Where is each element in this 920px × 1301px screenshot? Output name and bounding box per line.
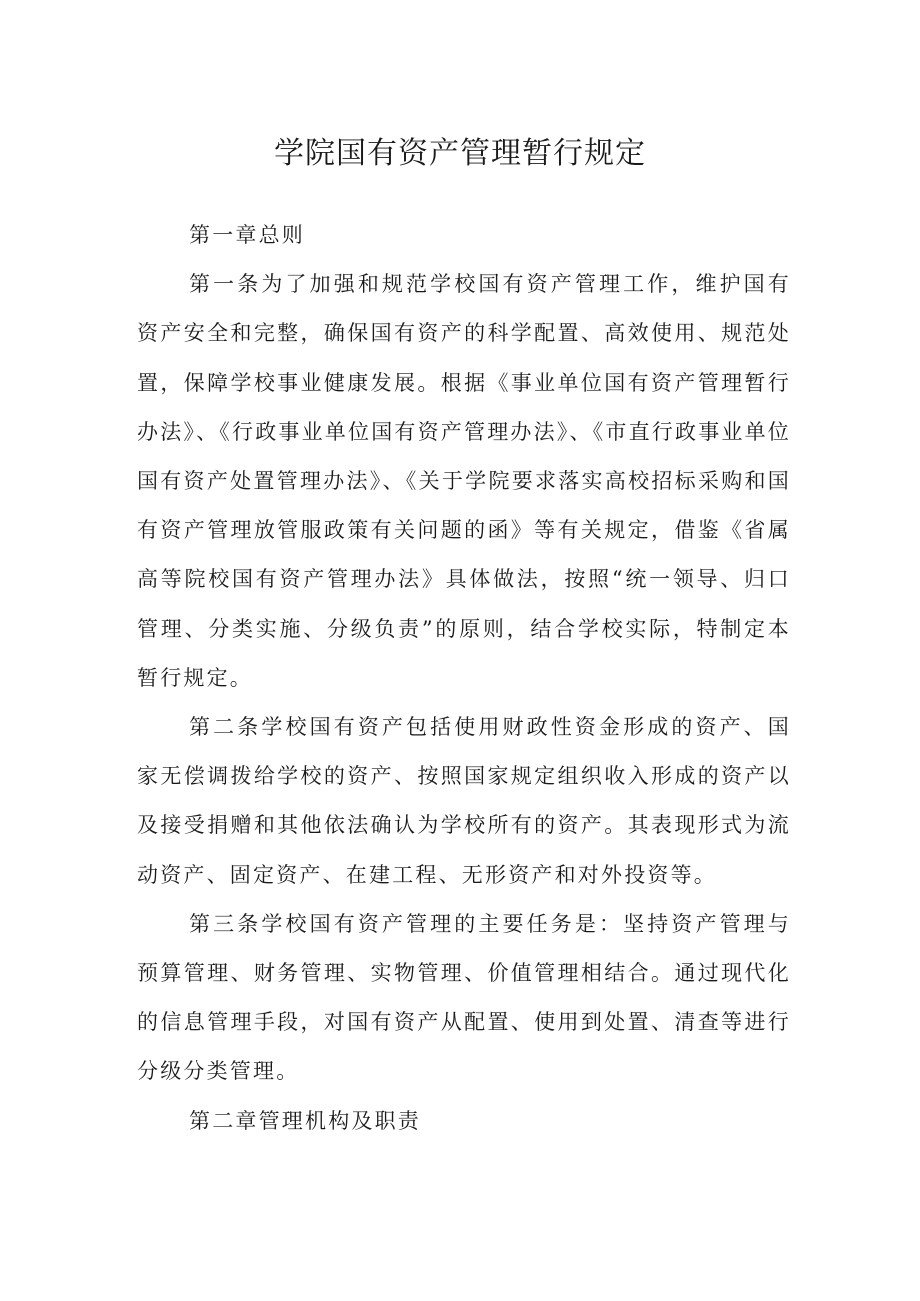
document-title: 学院国有资产管理暂行规定: [274, 136, 646, 171]
article-1-paragraph: 第一条为了加强和规范学校国有资产管理工作，维护国有资产安全和完整，确保国有资产的科学配置、高效使用、规范处置，保障学校事业健康发展。根据《事业单位国有资产管理暂行办法》、《行政事业单位国有资产管理办法》、《市直行政事业单位国有资产处置管理办法》、《关于学院要求落实高校招标采购和国有资产管理放管服政策有关问题的函》等有关规定，借鉴《省属高等院校国有资产管理办法》具体做法，按照“统一领导、归口管理、分类实施、分级负责”的原则，结合学校实际，特制定本暂行规定。: [137, 272, 791, 690]
chapter-heading-1: 第一章总则: [189, 223, 305, 247]
article-2-paragraph: 第二条学校国有资产包括使用财政性资金形成的资产、国家无偿调拨给学校的资产、按照国家规定组织收入形成的资产以及接受捐赠和其他依法确认为学校所有的资产。其表现形式为流动资产、固定资产、在建工程、无形资产和对外投资等。: [137, 715, 791, 887]
chapter-heading-2: 第二章管理机构及职责: [189, 1108, 421, 1133]
document-body: [137, 211, 791, 1146]
article-3-paragraph: 第三条学校国有资产管理的主要任务是：坚持资产管理与预算管理、财务管理、实物管理、价值管理相结合。通过现代化的信息管理手段，对国有资产从配置、使用到处置、清查等进行分级分类管理。: [137, 911, 791, 1084]
